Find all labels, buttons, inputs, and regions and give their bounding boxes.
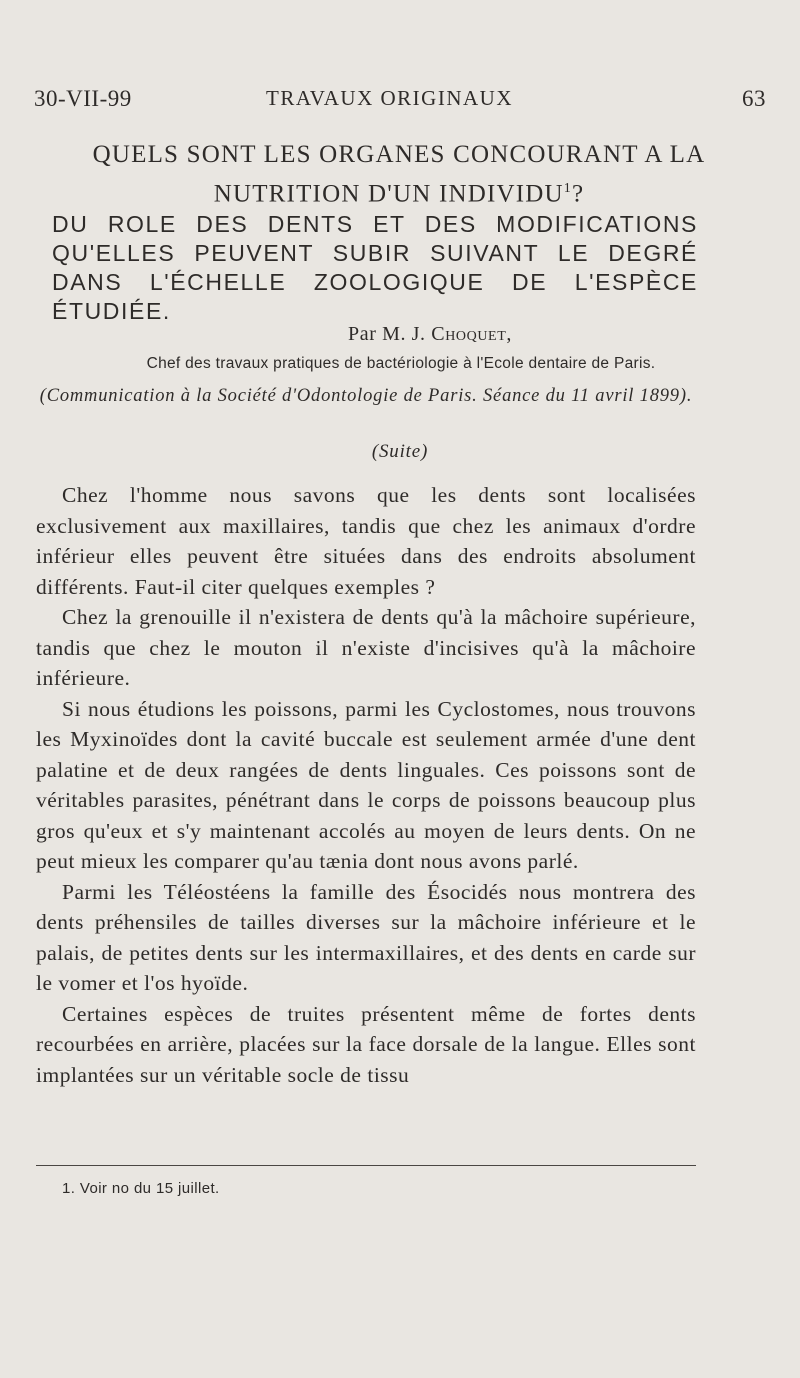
author-name: Choquet — [431, 323, 507, 345]
footnote-divider — [36, 1165, 696, 1166]
author-suffix: , — [506, 323, 512, 345]
footnote: 1. Voir no du 15 juillet. — [62, 1180, 220, 1197]
article-title-end: ? — [572, 180, 585, 208]
author-line — [0, 323, 800, 346]
paragraph: Chez la grenouille il n'existera de dents qu'à la mâchoire supérieure, tandis que chez le mouton il n'existe d'incisives qu'à la mâchoire inférieure. — [36, 605, 696, 690]
paragraph: Parmi les Téléostéens la famille des Ésocidés nous montrera des dents préhensiles de tailles diverses sur la mâchoire inférieure et le palais, de petites dents sur les intermaxillaires, et des dents en carde sur le vomer et l'os hyoïde. — [36, 879, 696, 995]
page-number: 63 — [742, 86, 766, 111]
article-title-text: QUELS SONT LES ORGANES CONCOURANT A LA NUTRITION D'UN INDIVIDU — [92, 141, 706, 208]
paragraph: Chez l'homme nous savons que les dents sont localisées exclusivement aux maxillaires, tandis que chez les animaux d'ordre inférieur elles peuvent être situées dans des endroits absolument différents. Faut-il citer quelques exemples ? — [36, 483, 696, 599]
header-section: TRAVAUX ORIGINAUX — [266, 86, 513, 110]
article-title — [34, 138, 764, 211]
author-prefix: Par M. J. — [348, 323, 426, 345]
paragraph: Si nous étudions les poissons, parmi les Cyclostomes, nous trouvons les Myxinoïdes dont la cavité buccale est seulement armée d'une dent palatine et de deux rangées de dents linguales. Ces poissons sont de véritables parasites, pénétrant dans le corps de poissons beaucoup plus gros qu'eux et s'y maintenant accolés au moyen de leurs dents. On ne peut mieux les comparer qu'au tænia dont nous avons parlé. — [36, 696, 696, 873]
paragraph: Certaines espèces de truites présentent même de fortes dents recourbées en arrière, placées sur la face dorsale de la langue. Elles sont implantées sur un véritable socle de tissu — [36, 1001, 696, 1087]
communication-note: (Communication à la Société d'Odontologie de Paris. Séance du 11 avril 1899). — [39, 386, 693, 406]
article-subtitle: DU ROLE DES DENTS ET DES MODIFICATIONS QU'ELLES PEUVENT SUBIR SUIVANT LE DEGRÉ DANS L'ÉCHELLE ZOOLOGIQUE DE L'ESPÈCE ÉTUDIÉE. — [52, 211, 698, 324]
article-body — [36, 480, 696, 1090]
author-affiliation: Chef des travaux pratiques de bactériologie à l'Ecole dentaire de Paris. — [146, 355, 656, 372]
header-date: 30-VII-99 — [34, 86, 132, 111]
continuation-note: (Suite) — [371, 441, 429, 462]
title-footnote-mark: 1 — [563, 181, 572, 196]
running-header — [34, 86, 766, 116]
